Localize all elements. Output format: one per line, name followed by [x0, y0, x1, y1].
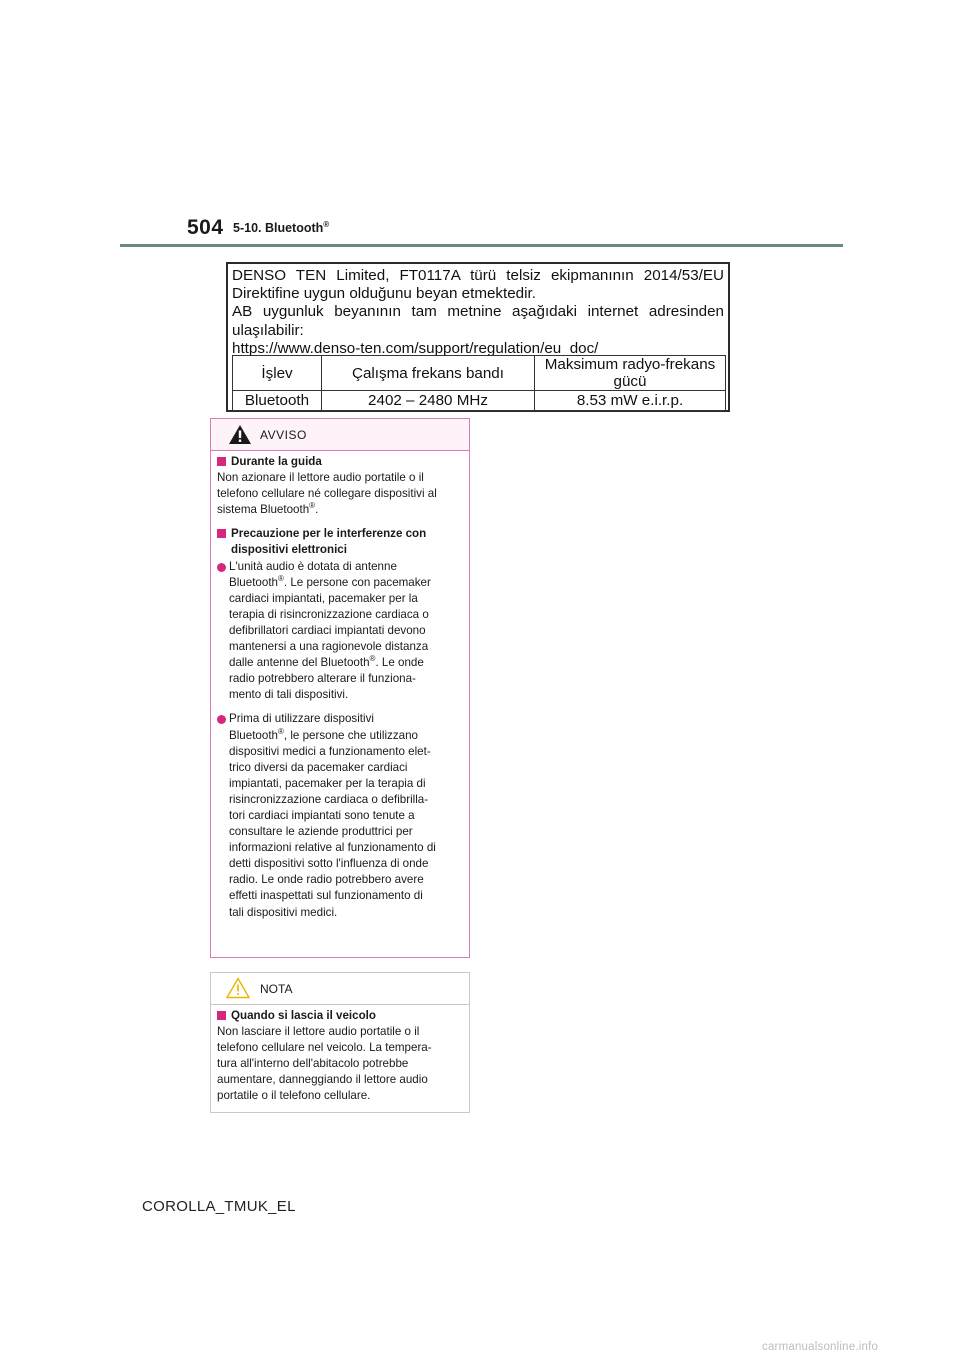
watermark: carmanualsonline.info — [762, 1341, 879, 1353]
note-body — [211, 1005, 469, 1105]
square-bullet-icon — [217, 1011, 226, 1020]
text-line: Prima di utilizzare dispositivi — [229, 712, 374, 726]
text-line: telefono cellulare nel veicolo. La tempera- — [217, 1041, 432, 1055]
text-line: L'unità audio è dotata di antenne — [229, 559, 397, 573]
round-bullet-icon — [217, 715, 226, 724]
warning-title: AVVISO — [260, 428, 307, 442]
conformity-declaration — [226, 262, 730, 412]
note-paragraph — [217, 1024, 463, 1104]
text-line: tura all'interno dell'abitacolo potrebbe — [217, 1057, 409, 1071]
document-code: COROLLA_TMUK_EL — [142, 1198, 296, 1215]
text-line: . Le onde — [375, 656, 424, 670]
text-line: radio. Le onde radio potrebbero avere — [229, 873, 424, 887]
text-line: Bluetooth — [229, 728, 278, 742]
text-line: Non lasciare il lettore audio portatile o il — [217, 1025, 420, 1039]
warning-subheading — [217, 526, 463, 558]
note-title: NOTA — [260, 982, 293, 996]
list-item — [217, 559, 463, 704]
header-divider — [120, 244, 843, 247]
text-line: Bluetooth — [229, 575, 278, 589]
note-header — [211, 973, 469, 1005]
frequency-table — [232, 355, 726, 411]
text-line: risincronizzazione cardiaca o defibrilla- — [229, 792, 429, 806]
header-text: gücü — [613, 373, 647, 390]
text-line: mantenersi a una ragionevole distanza — [229, 640, 429, 654]
square-bullet-icon — [217, 529, 226, 538]
text-line: sistema Bluetooth — [217, 503, 310, 517]
text-line: mento di tali dispositivi. — [229, 688, 349, 702]
text-line: dalle antenne del Bluetooth — [229, 656, 370, 670]
declaration-line: AB uygunluk beyanının tam metnine aşağıdaki internet adresinden — [232, 303, 724, 321]
text-line: trico diversi da pacemaker cardiaci — [229, 760, 408, 774]
registered-mark: ® — [278, 573, 284, 583]
text-line: portatile o il telefono cellulare. — [217, 1089, 371, 1103]
section-title — [233, 220, 329, 235]
text-line: Non azionare il lettore audio portatile o il — [217, 471, 424, 485]
text-line: radio potrebbero alterare il funziona- — [229, 672, 416, 686]
registered-mark: ® — [323, 220, 330, 229]
caution-triangle-icon — [226, 977, 250, 999]
list-item — [217, 711, 463, 920]
text-line: . Le persone con pacemaker — [283, 575, 431, 589]
table-cell: 2402 – 2480 MHz — [322, 391, 535, 411]
table-cell: 8.53 mW e.i.r.p. — [535, 391, 726, 411]
note-subheading — [217, 1008, 463, 1024]
registered-mark: ® — [309, 501, 316, 511]
warning-paragraph — [217, 470, 463, 518]
registered-mark: ® — [278, 726, 284, 736]
table-header-cell: İşlev — [233, 356, 322, 391]
text-line: tori cardiaci impiantati sono tenute a — [229, 808, 415, 822]
warning-triangle-icon — [228, 424, 252, 445]
table-cell: Bluetooth — [233, 391, 322, 411]
warning-body — [211, 451, 469, 921]
text-line: detti dispositivi sotto l'influenza di onde — [229, 857, 429, 871]
text-line: , le persone che utilizzano — [283, 728, 418, 742]
header-text: Maksimum radyo-frekans — [544, 356, 716, 373]
text-line: effetti inaspettati sul funzionamento di — [229, 889, 423, 903]
subheading-text: Precauzione per le interferenze con — [231, 527, 427, 541]
warning-header — [211, 419, 469, 451]
declaration-url: https://www.denso-ten.com/support/regulation/eu_doc/ — [232, 339, 599, 357]
text-line: dispositivi medici a funzionamento elet- — [229, 744, 431, 758]
warning-subheading — [217, 454, 463, 470]
text-line: defibrillatori cardiaci impiantati devono — [229, 623, 426, 637]
declaration-line: DENSO TEN Limited, FT0117A türü telsiz ekipmanının 2014/53/EU — [232, 267, 724, 284]
text-line: telefono cellulare né collegare dispositivi al — [217, 487, 437, 501]
table-header-cell: Çalışma frekans bandı — [322, 356, 535, 391]
text-line: impiantati, pacemaker per la terapia di — [229, 776, 426, 790]
note-box — [210, 972, 470, 1113]
subheading-text: dispositivi elettronici — [231, 543, 347, 557]
square-bullet-icon — [217, 457, 226, 466]
text-line: aumentare, danneggiando il lettore audio — [217, 1073, 428, 1087]
subheading-text: Durante la guida — [231, 455, 322, 468]
text-line: cardiaci impiantati, pacemaker per la — [229, 591, 418, 605]
text-line: informazioni relative al funzionamento di — [229, 841, 436, 855]
declaration-line: Direktifine uygun olduğunu beyan etmektedir. — [232, 285, 536, 303]
table-header-cell — [535, 356, 726, 391]
table-header-row — [233, 356, 726, 391]
section-title-text: 5-10. Bluetooth — [233, 221, 324, 236]
registered-mark: ® — [369, 654, 376, 664]
warning-box — [210, 418, 470, 958]
text-line: terapia di risincronizzazione cardiaca o — [229, 607, 429, 621]
round-bullet-icon — [217, 563, 226, 572]
subheading-text: Quando si lascia il veicolo — [231, 1009, 376, 1022]
text-line: tali dispositivi medici. — [229, 905, 338, 919]
table-row — [233, 391, 726, 411]
page-number: 504 — [187, 216, 224, 239]
text-line: . — [315, 503, 319, 517]
declaration-line: ulaşılabilir: — [232, 321, 304, 339]
text-line: consultare le aziende produttrici per — [229, 825, 413, 839]
